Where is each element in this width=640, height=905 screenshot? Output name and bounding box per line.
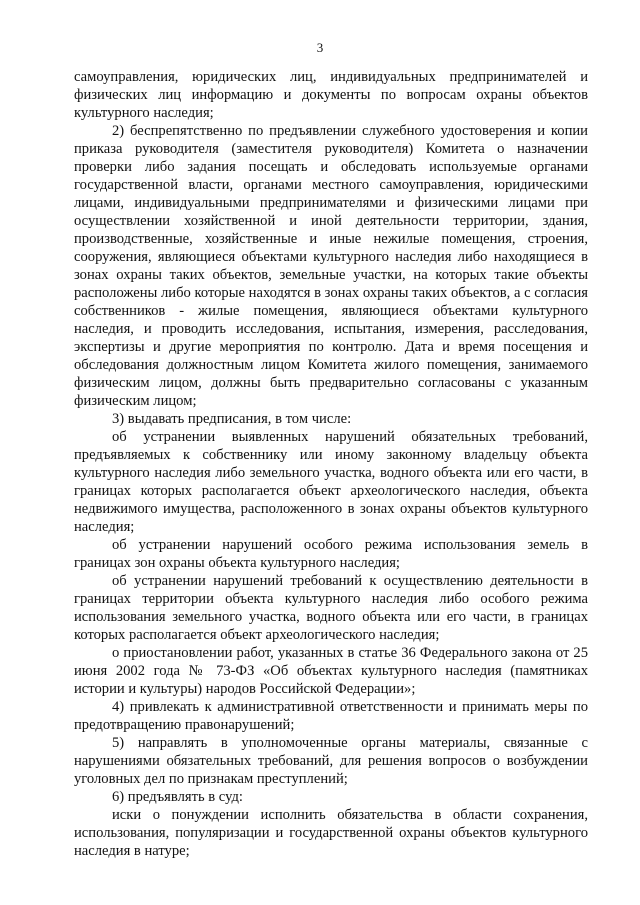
- paragraph: 6) предъявлять в суд:: [112, 789, 243, 805]
- paragraph: 3) выдавать предписания, в том числе:: [112, 411, 352, 427]
- paragraph: об устранении нарушений особого режима использования земель в границах зон охраны объекта культурного наследия;: [74, 537, 588, 571]
- paragraph: 4) привлекать к административной ответственности и принимать меры по предотвращению правонарушений;: [74, 699, 588, 733]
- body-text: [74, 68, 588, 860]
- paragraph: иски о понуждении исполнить обязательства в области сохранения, использования, популяризации и государственной охраны объектов культурного наследия в натуре;: [74, 807, 588, 859]
- paragraph: самоуправления, юридических лиц, индивидуальных предпринимателей и физических лиц информацию и документы по вопросам охраны объектов культурного наследия;: [74, 69, 588, 121]
- paragraph: о приостановлении работ, указанных в статье 36 Федерального закона от 25 июня 2002 года № 73-ФЗ «Об объектах культурного наследия (памятниках истории и культуры) народов Российской Федерации»;: [74, 645, 588, 697]
- paragraph: 2) беспрепятственно по предъявлении служебного удостоверения и копии приказа руководителя (заместителя руководителя) Комитета о назначении проверки либо задания посещать и обследовать используемые органами государственной власти, органами местного самоуправления, юридическими лицами, индивидуальными предпринимателями и физическими лицами при осуществлении хозяйственной и иной деятельности территории, здания, производственные, хозяйственные и иные нежилые помещения, строения, сооружения, являющиеся объектами культурного наследия либо находящиеся в зонах охраны таких объектов, земельные участки, на которых такие объекты расположены либо которые находятся в зонах охраны таких объектов, а с согласия собственников - жилые помещения, являющиеся объектами культурного наследия, и проводить исследования, испытания, измерения, расследования, экспертизы и другие мероприятия по контролю. Дата и время посещения и обследования должностным лицом Комитета жилого помещения, занимаемого физическим лицом, должны быть предварительно согласованы с указанным физическим лицом;: [74, 123, 588, 409]
- paragraph: об устранении выявленных нарушений обязательных требований, предъявляемых к собственнику или иному законному владельцу объекта культурного наследия либо земельного участка, водного объекта или его части, в границах которых располагается объект археологического наследия, объекта недвижимого имущества, расположенного в зонах охраны объектов культурного наследия;: [74, 429, 588, 535]
- paragraph: 5) направлять в уполномоченные органы материалы, связанные с нарушениями обязательных требований, для решения вопросов о возбуждении уголовных дел по признакам преступлений;: [74, 735, 588, 787]
- page-number: 3: [316, 40, 324, 55]
- paragraph: об устранении нарушений требований к осуществлению деятельности в границах территории объекта культурного наследия либо особого режима использования земельного участка, водного объекта или его части, в границах которых располагается объект археологического наследия;: [74, 573, 588, 643]
